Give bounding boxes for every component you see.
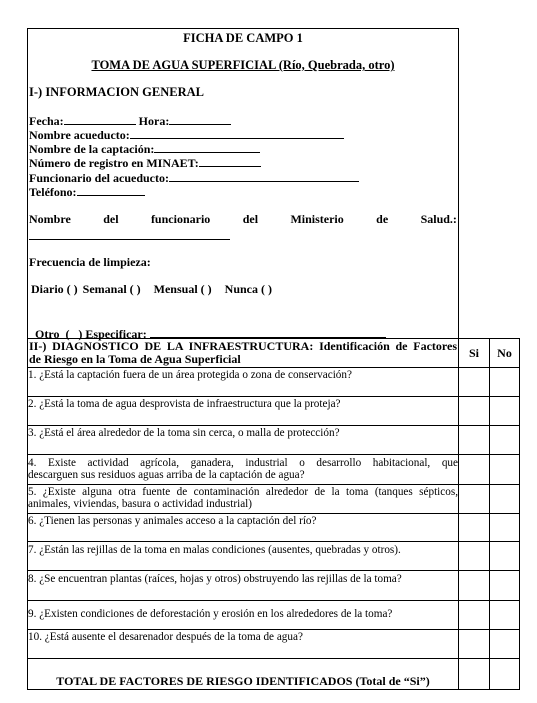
salud-field[interactable] [29, 239, 230, 240]
row-separator [27, 541, 520, 542]
telefono-field[interactable] [77, 184, 145, 196]
row-separator [27, 658, 520, 659]
salud-word: de [376, 212, 389, 226]
acueducto-label: Nombre acueducto: [29, 128, 130, 142]
frecuencia-label: Frecuencia de limpieza: [29, 255, 151, 269]
form-subtitle: TOMA DE AGUA SUPERFICIAL (Río, Quebrada, otro) [91, 58, 395, 72]
option-mensual[interactable]: Mensual ( ) [153, 282, 212, 296]
option-nunca[interactable]: Nunca ( ) [224, 282, 272, 296]
salud-word: Ministerio [290, 212, 344, 226]
frame-left [27, 28, 28, 690]
row-separator [27, 454, 520, 455]
captacion-label: Nombre de la captación: [29, 142, 155, 156]
col-no-header: No [497, 346, 512, 360]
fecha-label: Fecha: [29, 114, 64, 128]
question-8: 8. ¿Se encuentran plantas (raíces, hojas y otros) obstruyendo las rejillas de la toma? [28, 573, 402, 585]
fecha-field[interactable] [64, 113, 136, 125]
salud-row [29, 212, 457, 227]
frame-col-si [458, 338, 459, 690]
question-5-line-2: animales, viviendas, basura o actividad industrial) [28, 498, 252, 510]
option-diario[interactable]: Diario ( ) [31, 282, 78, 296]
row-separator [27, 629, 520, 630]
section-diagnostic-title-2: de Riesgo en la Toma de Agua Superficial [29, 352, 241, 366]
row-separator [27, 600, 520, 601]
telefono-label: Teléfono: [29, 185, 77, 199]
salud-word: del [103, 212, 119, 226]
row-separator [27, 425, 520, 426]
section-general-title: I-) INFORMACION GENERAL [29, 85, 204, 99]
hora-field[interactable] [169, 113, 231, 125]
question-3: 3. ¿Está el área alrededor de la toma sin cerca, o malla de protección? [28, 427, 340, 439]
total-label: TOTAL DE FACTORES DE RIESGO IDENTIFICADOS (Total de “Si”) [56, 674, 430, 688]
salud-word: funcionario [150, 212, 211, 226]
option-semanal[interactable]: Semanal ( ) [82, 282, 141, 296]
question-7: 7. ¿Están las rejillas de la toma en malas condiciones (ausentes, quebradas y otros). [28, 544, 401, 556]
acueducto-field[interactable] [130, 127, 344, 139]
registro-row [29, 155, 261, 171]
row-separator [27, 367, 520, 368]
question-9: 9. ¿Existen condiciones de deforestación y erosión en los alrededores de la toma? [28, 608, 393, 620]
funcionario-acueducto-field[interactable] [169, 170, 359, 182]
row-separator [27, 570, 520, 571]
question-4-line-2: descarguen sus residuos aguas arriba de la captación de agua? [28, 469, 305, 481]
frame-col-no [489, 338, 490, 690]
frecuencia-options [31, 282, 272, 297]
col-si-header: Si [468, 346, 479, 360]
row-separator [27, 513, 520, 514]
salud-word: Nombre [29, 212, 71, 226]
telefono-row [29, 184, 145, 200]
question-4-line-1: 4. Existe actividad agrícola, ganadera, industrial o desarrollo habitacional, que [28, 457, 458, 469]
question-10: 10. ¿Está ausente el desarenador después de la toma de agua? [28, 631, 303, 643]
row-separator [27, 484, 520, 485]
question-1: 1. ¿Está la captación fuera de un área protegida o zona de conservación? [28, 369, 352, 381]
frame-top [27, 28, 459, 29]
question-6: 6. ¿Tienen las personas y animales acceso a la captación del río? [28, 515, 317, 527]
section-diagnostic-title-1: II-) DIAGNOSTICO DE LA INFRAESTRUCTURA: Identificación de Factores [29, 339, 457, 353]
registro-label: Número de registro en MINAET: [29, 156, 199, 170]
hora-label: Hora: [138, 114, 170, 128]
otro-label: Otro ( ) Especificar: [35, 327, 147, 341]
frame-bottom [27, 689, 520, 690]
row-separator [27, 396, 520, 397]
otro-field[interactable] [150, 326, 386, 338]
frame-right-outer [519, 338, 520, 690]
question-5-line-1: 5. ¿Existe alguna otra fuente de contaminación alrededor de la toma (tanques sépticos, [28, 486, 458, 498]
captacion-field[interactable] [154, 141, 260, 153]
otro-row [29, 311, 386, 342]
funcionario-acueducto-label: Funcionario del acueducto: [29, 171, 169, 185]
salud-word: Salud.: [420, 212, 457, 226]
form-title: FICHA DE CAMPO 1 [183, 31, 303, 45]
frame-right-top [458, 28, 459, 338]
salud-word: del [242, 212, 259, 226]
question-2: 2. ¿Está la toma de agua desprovista de infraestructura que la proteja? [28, 398, 341, 410]
registro-field[interactable] [199, 155, 261, 167]
